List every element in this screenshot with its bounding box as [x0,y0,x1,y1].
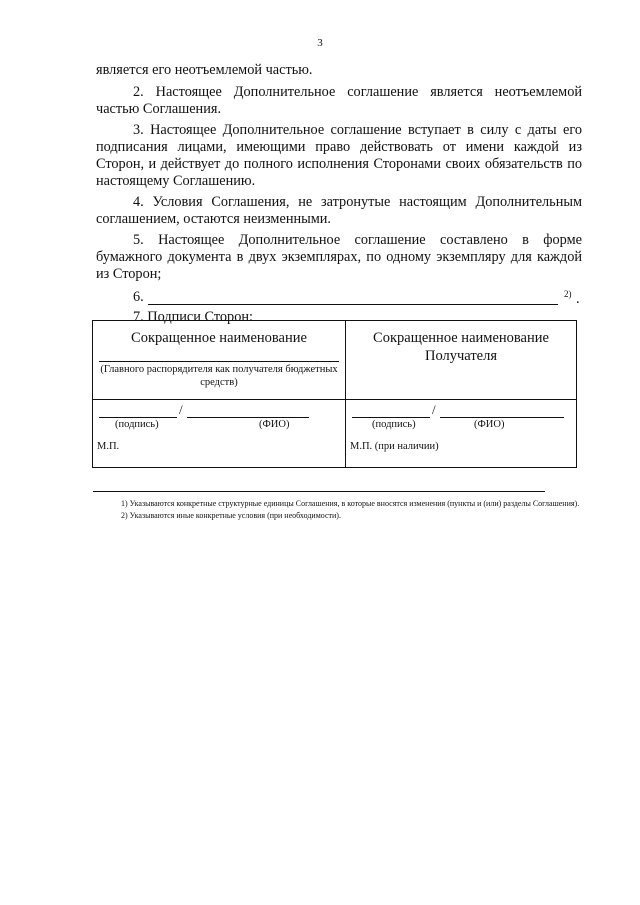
left-party-title: Сокращенное наименование [131,330,307,346]
footnote-separator [93,491,545,492]
signature-cell-right [346,321,577,468]
left-fio-line [187,417,309,418]
paragraph-7: 7. Подписи Сторон: [133,309,253,325]
paragraph-3: 3. Настоящее Дополнительное соглашение вступает в силу с даты его подписания лицами, имеющими право действовать от имени каждой из Сторон, и действует до полного исполнения Сторонами своих обязательств по настоящему Соглашению. [96,122,582,189]
right-slash: / [432,402,436,417]
left-slash: / [179,402,183,417]
paragraph-6-blank-line [148,304,558,305]
left-name-blank-line [99,361,339,362]
footnote-1: 1) Указываются конкретные структурные единицы Соглашения, в которые вносятся изменения (пункты и (или) разделы Соглашения). [121,499,580,508]
paragraph-6-number: 6. [133,289,144,305]
left-stamp-label: М.П. [97,441,120,452]
left-signature-label: (подпись) [115,419,159,430]
paragraph-2: 2. Настоящее Дополнительное соглашение является неотъемлемой частью Соглашения. [96,84,582,117]
right-stamp-label: М.П. (при наличии) [350,441,439,452]
right-fio-line [440,417,564,418]
signature-cell-left [93,321,346,468]
left-divider [93,399,345,400]
right-signature-line [352,417,430,418]
paragraph-4: 4. Условия Соглашения, не затронутые настоящим Дополнительным соглашением, остаются неизменными. [96,194,582,227]
signatures-table [92,320,577,468]
footnotes [92,499,582,521]
left-signature-line [99,417,177,418]
right-fio-label: (ФИО) [474,419,505,430]
right-divider [346,399,576,400]
left-fio-label: (ФИО) [259,419,290,430]
footnote-2-marker: 2) [564,289,572,299]
footnote-2: 2) Указываются иные конкретные условия (при необходимости). [121,511,341,520]
paragraph-6 [96,289,582,309]
paragraph-5: 5. Настоящее Дополнительное соглашение составлено в форме бумажного документа в двух экземплярах, по одному экземпляру для каждой из Сторон; [96,232,582,282]
right-party-title: Сокращенное наименование Получателя [373,330,549,364]
left-party-note: (Главного распорядителя как получателя бюджетных средств) [100,364,338,388]
document-body [96,62,582,326]
paragraph-continuation: является его неотъемлемой частью. [96,62,313,78]
right-signature-label: (подпись) [372,419,416,430]
page-number: 3 [317,37,323,49]
paragraph-6-period: . [576,291,580,307]
